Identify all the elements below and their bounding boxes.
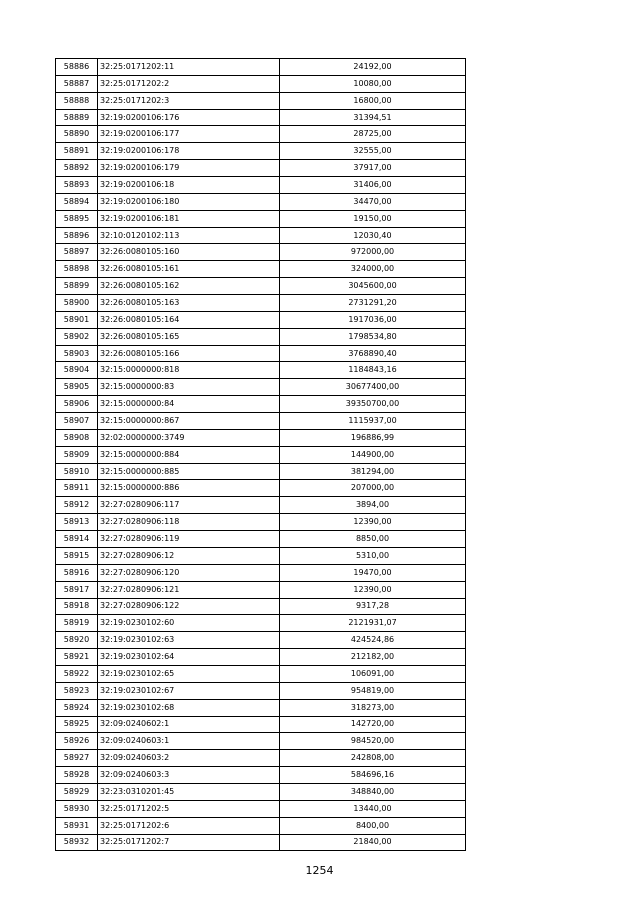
table-row: [56, 716, 466, 733]
cadastral-number-cell: 32:27:0280906:119: [98, 531, 280, 548]
cadastral-value-table: [55, 58, 466, 851]
cadastral-value-cell: 142720,00: [280, 716, 466, 733]
cadastral-value-cell: 2121931,07: [280, 615, 466, 632]
table-row: [56, 783, 466, 800]
row-number-cell: 58919: [56, 615, 98, 632]
cadastral-number-cell: 32:25:0171202:6: [98, 817, 280, 834]
cadastral-number-cell: 32:25:0171202:11: [98, 59, 280, 76]
table-row: [56, 463, 466, 480]
table-row: [56, 177, 466, 194]
cadastral-number-cell: 32:26:0080105:166: [98, 345, 280, 362]
table-row: [56, 581, 466, 598]
cadastral-number-cell: 32:09:0240603:1: [98, 733, 280, 750]
cadastral-number-cell: 32:19:0200106:18: [98, 177, 280, 194]
table-row: [56, 59, 466, 76]
table-row: [56, 126, 466, 143]
cadastral-value-cell: 1184843,16: [280, 362, 466, 379]
cadastral-value-cell: 144900,00: [280, 446, 466, 463]
row-number-cell: 58888: [56, 92, 98, 109]
table-row: [56, 379, 466, 396]
cadastral-value-cell: 30677400,00: [280, 379, 466, 396]
row-number-cell: 58892: [56, 160, 98, 177]
row-number-cell: 58908: [56, 429, 98, 446]
row-number-cell: 58897: [56, 244, 98, 261]
row-number-cell: 58907: [56, 413, 98, 430]
table-row: [56, 615, 466, 632]
cadastral-value-cell: 13440,00: [280, 800, 466, 817]
cadastral-number-cell: 32:27:0280906:12: [98, 547, 280, 564]
cadastral-value-cell: 12390,00: [280, 581, 466, 598]
row-number-cell: 58930: [56, 800, 98, 817]
cadastral-number-cell: 32:26:0080105:163: [98, 295, 280, 312]
row-number-cell: 58913: [56, 514, 98, 531]
table-row: [56, 446, 466, 463]
row-number-cell: 58917: [56, 581, 98, 598]
table-row: [56, 429, 466, 446]
cadastral-value-cell: 8850,00: [280, 531, 466, 548]
row-number-cell: 58900: [56, 295, 98, 312]
table-row: [56, 598, 466, 615]
cadastral-number-cell: 32:26:0080105:160: [98, 244, 280, 261]
cadastral-value-cell: 1115937,00: [280, 413, 466, 430]
cadastral-value-cell: 212182,00: [280, 649, 466, 666]
row-number-cell: 58902: [56, 328, 98, 345]
row-number-cell: 58915: [56, 547, 98, 564]
cadastral-number-cell: 32:25:0171202:3: [98, 92, 280, 109]
row-number-cell: 58912: [56, 497, 98, 514]
cadastral-value-cell: 242808,00: [280, 750, 466, 767]
cadastral-number-cell: 32:15:0000000:84: [98, 396, 280, 413]
row-number-cell: 58918: [56, 598, 98, 615]
table-row: [56, 733, 466, 750]
cadastral-value-cell: 584696,16: [280, 767, 466, 784]
row-number-cell: 58887: [56, 75, 98, 92]
cadastral-value-cell: 24192,00: [280, 59, 466, 76]
row-number-cell: 58889: [56, 109, 98, 126]
row-number-cell: 58924: [56, 699, 98, 716]
table-row: [56, 227, 466, 244]
table-row: [56, 413, 466, 430]
cadastral-number-cell: 32:15:0000000:885: [98, 463, 280, 480]
cadastral-number-cell: 32:09:0240603:3: [98, 767, 280, 784]
cadastral-number-cell: 32:27:0280906:118: [98, 514, 280, 531]
cadastral-value-cell: 3045600,00: [280, 278, 466, 295]
cadastral-number-cell: 32:27:0280906:122: [98, 598, 280, 615]
table-row: [56, 750, 466, 767]
cadastral-number-cell: 32:15:0000000:83: [98, 379, 280, 396]
cadastral-number-cell: 32:25:0171202:2: [98, 75, 280, 92]
cadastral-value-cell: 34470,00: [280, 193, 466, 210]
table-row: [56, 362, 466, 379]
cadastral-value-cell: 1917036,00: [280, 311, 466, 328]
table-row: [56, 345, 466, 362]
row-number-cell: 58905: [56, 379, 98, 396]
row-number-cell: 58916: [56, 564, 98, 581]
row-number-cell: 58906: [56, 396, 98, 413]
cadastral-number-cell: 32:19:0230102:60: [98, 615, 280, 632]
cadastral-number-cell: 32:27:0280906:117: [98, 497, 280, 514]
row-number-cell: 58895: [56, 210, 98, 227]
table-row: [56, 261, 466, 278]
row-number-cell: 58932: [56, 834, 98, 851]
table-row: [56, 817, 466, 834]
cadastral-number-cell: 32:19:0200106:181: [98, 210, 280, 227]
cadastral-value-cell: 348840,00: [280, 783, 466, 800]
row-number-cell: 58904: [56, 362, 98, 379]
row-number-cell: 58886: [56, 59, 98, 76]
cadastral-number-cell: 32:10:0120102:113: [98, 227, 280, 244]
row-number-cell: 58909: [56, 446, 98, 463]
cadastral-value-cell: 106091,00: [280, 665, 466, 682]
cadastral-number-cell: 32:15:0000000:867: [98, 413, 280, 430]
row-number-cell: 58901: [56, 311, 98, 328]
table-row: [56, 497, 466, 514]
cadastral-value-cell: 5310,00: [280, 547, 466, 564]
row-number-cell: 58927: [56, 750, 98, 767]
row-number-cell: 58890: [56, 126, 98, 143]
cadastral-number-cell: 32:26:0080105:162: [98, 278, 280, 295]
cadastral-number-cell: 32:19:0200106:179: [98, 160, 280, 177]
row-number-cell: 58922: [56, 665, 98, 682]
table-row: [56, 665, 466, 682]
table-row: [56, 834, 466, 851]
cadastral-number-cell: 32:19:0230102:67: [98, 682, 280, 699]
row-number-cell: 58903: [56, 345, 98, 362]
cadastral-value-cell: 972000,00: [280, 244, 466, 261]
row-number-cell: 58899: [56, 278, 98, 295]
cadastral-value-cell: 9317,28: [280, 598, 466, 615]
cadastral-number-cell: 32:19:0200106:176: [98, 109, 280, 126]
cadastral-value-cell: 28725,00: [280, 126, 466, 143]
cadastral-value-cell: 318273,00: [280, 699, 466, 716]
cadastral-value-cell: 424524,86: [280, 632, 466, 649]
table-row: [56, 480, 466, 497]
table-row: [56, 649, 466, 666]
cadastral-number-cell: 32:27:0280906:120: [98, 564, 280, 581]
cadastral-value-cell: 12390,00: [280, 514, 466, 531]
table-row: [56, 682, 466, 699]
page-number: 1254: [305, 864, 334, 877]
cadastral-value-cell: 39350700,00: [280, 396, 466, 413]
cadastral-value-cell: 37917,00: [280, 160, 466, 177]
row-number-cell: 58925: [56, 716, 98, 733]
cadastral-number-cell: 32:15:0000000:818: [98, 362, 280, 379]
cadastral-number-cell: 32:19:0200106:178: [98, 143, 280, 160]
cadastral-number-cell: 32:26:0080105:161: [98, 261, 280, 278]
cadastral-value-cell: 8400,00: [280, 817, 466, 834]
cadastral-number-cell: 32:19:0230102:65: [98, 665, 280, 682]
table-row: [56, 311, 466, 328]
row-number-cell: 58914: [56, 531, 98, 548]
row-number-cell: 58894: [56, 193, 98, 210]
table-body: [56, 59, 466, 851]
row-number-cell: 58931: [56, 817, 98, 834]
cadastral-number-cell: 32:09:0240603:2: [98, 750, 280, 767]
cadastral-value-cell: 21840,00: [280, 834, 466, 851]
row-number-cell: 58911: [56, 480, 98, 497]
cadastral-value-cell: 16800,00: [280, 92, 466, 109]
row-number-cell: 58923: [56, 682, 98, 699]
table-row: [56, 295, 466, 312]
cadastral-value-cell: 324000,00: [280, 261, 466, 278]
row-number-cell: 58921: [56, 649, 98, 666]
table-row: [56, 699, 466, 716]
cadastral-value-cell: 381294,00: [280, 463, 466, 480]
cadastral-number-cell: 32:19:0230102:64: [98, 649, 280, 666]
cadastral-value-cell: 196886,99: [280, 429, 466, 446]
cadastral-value-cell: 984520,00: [280, 733, 466, 750]
cadastral-value-cell: 3768890,40: [280, 345, 466, 362]
table-row: [56, 396, 466, 413]
cadastral-value-cell: 954819,00: [280, 682, 466, 699]
cadastral-value-cell: 10080,00: [280, 75, 466, 92]
table-row: [56, 92, 466, 109]
cadastral-number-cell: 32:27:0280906:121: [98, 581, 280, 598]
cadastral-number-cell: 32:09:0240602:1: [98, 716, 280, 733]
cadastral-number-cell: 32:25:0171202:5: [98, 800, 280, 817]
table-row: [56, 767, 466, 784]
table-row: [56, 278, 466, 295]
table-row: [56, 800, 466, 817]
cadastral-number-cell: 32:19:0230102:63: [98, 632, 280, 649]
table-row: [56, 193, 466, 210]
row-number-cell: 58891: [56, 143, 98, 160]
cadastral-number-cell: 32:02:0000000:3749: [98, 429, 280, 446]
cadastral-value-cell: 19150,00: [280, 210, 466, 227]
cadastral-number-cell: 32:26:0080105:165: [98, 328, 280, 345]
cadastral-number-cell: 32:23:0310201:45: [98, 783, 280, 800]
cadastral-value-cell: 3894,00: [280, 497, 466, 514]
table-row: [56, 143, 466, 160]
cadastral-value-cell: 207000,00: [280, 480, 466, 497]
cadastral-number-cell: 32:15:0000000:886: [98, 480, 280, 497]
row-number-cell: 58926: [56, 733, 98, 750]
table-row: [56, 75, 466, 92]
row-number-cell: 58893: [56, 177, 98, 194]
cadastral-number-cell: 32:15:0000000:884: [98, 446, 280, 463]
cadastral-number-cell: 32:19:0200106:180: [98, 193, 280, 210]
table-row: [56, 210, 466, 227]
table-row: [56, 547, 466, 564]
table-row: [56, 564, 466, 581]
table-row: [56, 632, 466, 649]
row-number-cell: 58928: [56, 767, 98, 784]
cadastral-value-cell: 1798534,80: [280, 328, 466, 345]
cadastral-number-cell: 32:19:0230102:68: [98, 699, 280, 716]
row-number-cell: 58896: [56, 227, 98, 244]
table-row: [56, 514, 466, 531]
cadastral-number-cell: 32:26:0080105:164: [98, 311, 280, 328]
table-row: [56, 109, 466, 126]
row-number-cell: 58920: [56, 632, 98, 649]
table-row: [56, 160, 466, 177]
table-row: [56, 328, 466, 345]
row-number-cell: 58929: [56, 783, 98, 800]
cadastral-number-cell: 32:25:0171202:7: [98, 834, 280, 851]
cadastral-value-cell: 19470,00: [280, 564, 466, 581]
cadastral-number-cell: 32:19:0200106:177: [98, 126, 280, 143]
table-row: [56, 244, 466, 261]
cadastral-value-cell: 32555,00: [280, 143, 466, 160]
cadastral-value-cell: 31406,00: [280, 177, 466, 194]
cadastral-value-cell: 12030,40: [280, 227, 466, 244]
cadastral-value-cell: 31394,51: [280, 109, 466, 126]
table-row: [56, 531, 466, 548]
row-number-cell: 58910: [56, 463, 98, 480]
row-number-cell: 58898: [56, 261, 98, 278]
cadastral-value-cell: 2731291,20: [280, 295, 466, 312]
